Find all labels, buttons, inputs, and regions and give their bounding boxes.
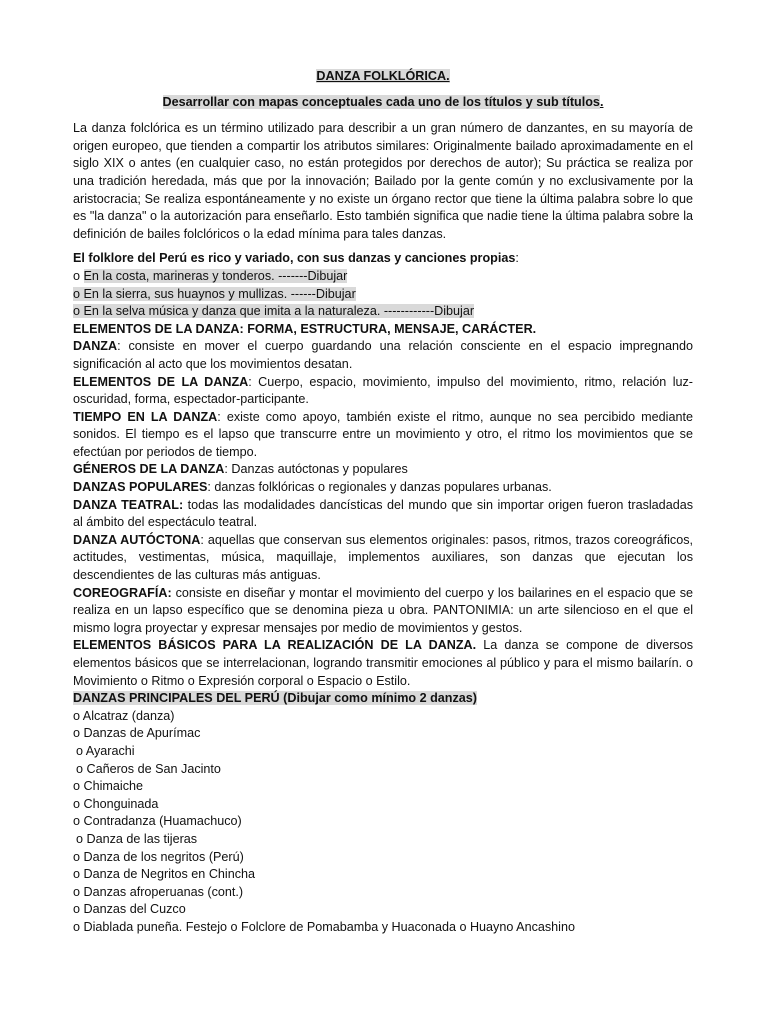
list-item: o Danzas del Cuzco bbox=[73, 902, 186, 917]
list-item: o Danzas afroperuanas (cont.) bbox=[73, 884, 244, 899]
list-item: o Danza de las tijeras bbox=[76, 831, 198, 846]
list-item: o Chimaiche bbox=[73, 779, 143, 794]
definition-elementos: ELEMENTOS DE LA DANZA: Cuerpo, espacio, movimiento, impulso del movimiento, ritmo, relación luz-oscuridad, forma, espectador-participante. bbox=[73, 374, 693, 407]
document-subtitle bbox=[73, 94, 693, 112]
definition-coreografia: COREOGRAFÍA: consiste en diseñar y montar el movimiento del cuerpo y los bailarines en el espacio que se realiza en un lapso específico que se denomina pieza u obra. PANTONIMIA: un arte silencioso en el que el mismo logra proyectar y expresar mensajes por medio de movimientos y gestos. bbox=[73, 585, 693, 635]
list-item: o En la sierra, sus huaynos y mullizas. ------Dibujar bbox=[73, 286, 356, 301]
definition-tiempo: TIEMPO EN LA DANZA: existe como apoyo, también existe el ritmo, aunque no sea percibido mediante sonidos. El tiempo es el lapso que transcurre entre un movimiento y otro, el ritmo los movimientos que se efectúan por periodos de tiempo. bbox=[73, 409, 693, 459]
definition-basicos: ELEMENTOS BÁSICOS PARA LA REALIZACIÓN DE LA DANZA. La danza se compone de diversos elementos básicos que se interrelacionan, logrando transmitir emociones al público y para el mismo bailarín. o Movimiento o Ritmo o Expresión corporal o Espacio o Estilo. bbox=[73, 638, 693, 688]
list-item: o Alcatraz (danza) bbox=[73, 708, 175, 723]
folklore-list bbox=[73, 268, 693, 321]
folklore-heading: El folklore del Perú es rico y variado, con sus danzas y canciones propias: bbox=[73, 251, 519, 266]
definition-autoctona: DANZA AUTÓCTONA: aquellas que conservan sus elementos originales: pasos, ritmos, trazos coreográficos, actitudes, vestimentas, música, maquillaje, implementos auxiliares, son danzas que ejecutan los descendientes de las culturas más antiguas. bbox=[73, 532, 694, 583]
intro-paragraph: La danza folclórica es un término utilizado para describir a un gran número de danzantes, en su mayoría de origen europeo, que tienden a compartir los atributos similares: Originalmente bailado aproximadamente en el siglo XIX o antes (en cualquier caso, no están protegidos por derechos de autor); Su práctica se realiza por una tradición heredada, más que por la innovación; Bailado por la gente común y no exclusivamente por la aristocracia; Se realiza espontáneamente y no existe un órgano rector que tiene la última palabra sobre lo que es "la danza" o la autorización para enseñarlo. Esto también significa que nadie tiene la última palabra sobre la definición de bailes folclóricos o la edad mínima para tales danzas. bbox=[73, 121, 693, 241]
document-page bbox=[73, 68, 693, 937]
list-item: o Danzas de Apurímac bbox=[73, 726, 201, 741]
danzas-list bbox=[73, 708, 693, 937]
list-item: o Ayarachi bbox=[76, 743, 135, 758]
list-item: o En la selva música y danza que imita a la naturaleza. ------------Dibujar bbox=[73, 304, 475, 319]
subtitle-end: . bbox=[599, 94, 604, 109]
danzas-heading: DANZAS PRINCIPALES DEL PERÚ (Dibujar como mínimo 2 danzas) bbox=[73, 691, 477, 706]
list-item: o Chonguinada bbox=[73, 796, 159, 811]
list-item: o Cañeros de San Jacinto bbox=[76, 761, 221, 776]
elements-heading: ELEMENTOS DE LA DANZA: FORMA, ESTRUCTURA, MENSAJE, CARÁCTER. bbox=[73, 321, 537, 336]
list-item: o Danza de Negritos en Chincha bbox=[73, 867, 256, 882]
list-item: o Danza de los negritos (Perú) bbox=[73, 849, 244, 864]
subtitle-text: Desarrollar con mapas conceptuales cada uno de los títulos y sub títulos bbox=[162, 94, 600, 109]
definition-teatral: DANZA TEATRAL: todas las modalidades dancísticas del mundo que sin importar origen fueron trasladadas al ámbito del espectáculo teatral. bbox=[73, 497, 693, 530]
list-item: o Contradanza (Huamachuco) bbox=[73, 814, 242, 829]
definition-generos: GÉNEROS DE LA DANZA: Danzas autóctonas y populares bbox=[73, 462, 408, 477]
definition-populares: DANZAS POPULARES: danzas folklóricas o regionales y danzas populares urbanas. bbox=[73, 480, 552, 495]
definition-danza: DANZA: consiste en mover el cuerpo guardando una relación consciente en el espacio impregnando significación al acto que los movimientos desatan. bbox=[73, 339, 693, 371]
list-item: o Diablada puneña. Festejo o Folclore de Pomabamba y Huaconada o Huayno Ancashino bbox=[73, 919, 575, 934]
document-title: DANZA FOLKLÓRICA. bbox=[316, 69, 450, 83]
list-item: o En la costa, marineras y tonderos. -------Dibujar bbox=[73, 268, 348, 283]
